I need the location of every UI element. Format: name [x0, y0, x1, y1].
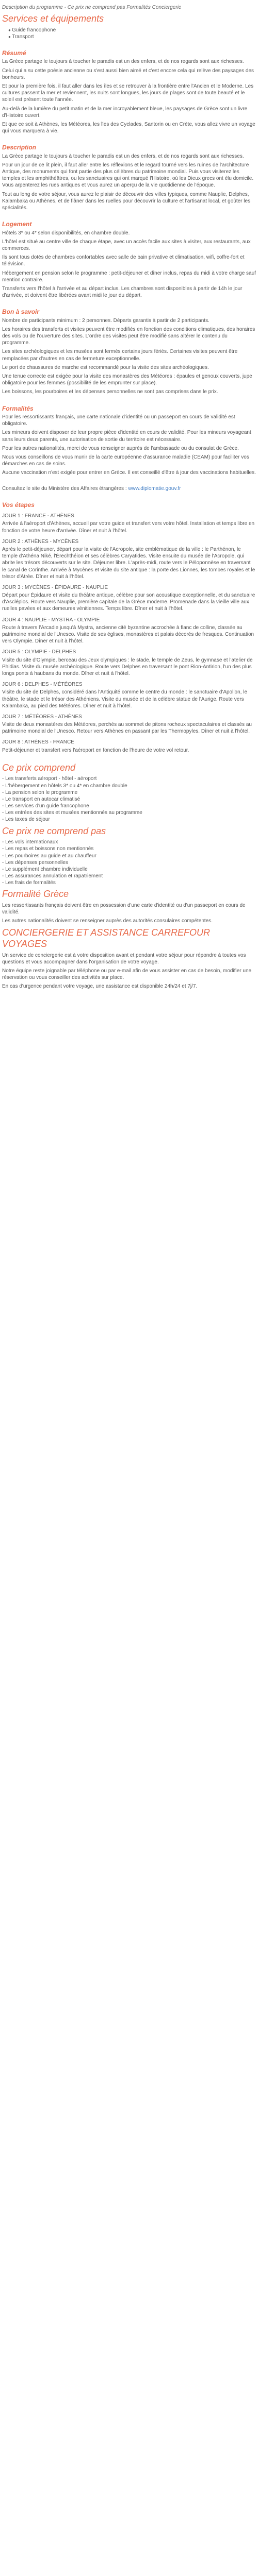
conciergerie-paragraph: Un service de conciergerie est à votre disposition avant et pendant votre séjour pour répondre à toutes vos questions et vous accompagner dans l'organisation de votre voyage. — [2, 952, 246, 965]
itinerary-day-text: Petit-déjeuner et transfert vers l'aéroport en fonction de l'heure de votre vol retour. — [2, 747, 189, 753]
diplomatie-link[interactable]: www.diplomatie.gouv.fr — [128, 485, 181, 492]
itinerary-day-title: JOUR 5 : OLYMPIE - DELPHES — [2, 649, 76, 655]
bienvenue-section — [2, 49, 256, 134]
itinerary-day-text: Visite du site d'Olympie, berceau des Jeux olympiques : le stade, le temple de Zeus, le gymnase et l'atelier de Phidias. Visite du musée archéologique. Route vers Delphes en traversant le pont Rion-Antirion, l'un des plus longs ponts à haubans du monde. Dîner et nuit à l'hôtel. — [2, 657, 253, 676]
logement-paragraph: Transferts vers l'hôtel à l'arrivée et au départ inclus. Les chambres sont disponibles à partir de 14h le jour d'arrivée, et doivent être libérées avant midi le jour du départ. — [2, 285, 243, 299]
formalites-section — [2, 405, 256, 492]
itinerary-day-text: Route à travers l'Arcadie jusqu'à Mystra, ancienne cité byzantine accrochée à flanc de colline, classée au patrimoine mondial de l'Unesco. Visite de ses églises, monastères et palais décorés de fresques. Continuation vers Olympie. Dîner et nuit à l'hôtel. — [2, 624, 254, 645]
included-title: Ce prix comprend — [2, 762, 76, 773]
logement-title: Logement — [2, 221, 32, 228]
included-section — [2, 762, 256, 823]
excluded-item: - Les dépenses personnelles — [2, 859, 256, 866]
excluded-item: - Les vols internationaux — [2, 839, 256, 845]
logement-paragraph: Ils sont tous dotés de chambres confortables avec salle de bain privative et climatisation, wifi, coffre-fort et télévision. — [2, 255, 245, 267]
itinerary-section — [2, 501, 256, 754]
formalites-paragraph: Aucune vaccination n'est exigée pour entrer en Grèce. Il est conseillé d'être à jour des vaccinations habituelles. — [2, 470, 256, 476]
service-item: ● Guide francophone — [2, 27, 256, 33]
formalites-title: Formalités — [2, 404, 34, 412]
conciergerie-section — [2, 927, 256, 990]
description-paragraph: La Grèce partage le toujours à toucher le paradis est un des enfers, et de nos regards sont aux richesses. — [2, 153, 244, 159]
bienvenue-paragraph: Au-delà de la lumière du petit matin et de la mer incroyablement bleue, les paysages de Grèce sont un livre d'Histoire ouvert. — [2, 106, 248, 118]
formalite-grece-paragraph: Les ressortissants français doivent être en possession d'une carte d'identité ou d'un passeport en cours de validité. — [2, 902, 246, 916]
itinerary-day — [2, 681, 256, 709]
itinerary-day-title: JOUR 8 : ATHÈNES - FRANCE — [2, 739, 74, 745]
formalites-info-text: Consultez le site du Ministère des Affaires étrangères : — [2, 485, 128, 492]
logement-paragraph: Hôtels 3* ou 4* selon disponibilités, en chambre double. — [2, 230, 130, 236]
excluded-item: - Le supplément chambre individuelle — [2, 866, 256, 873]
included-item: - Les transferts aéroport - hôtel - aéroport — [2, 775, 256, 782]
itinerary-day — [2, 649, 256, 677]
services-section — [2, 13, 256, 40]
itinerary-day-title: JOUR 6 : DELPHES - MÉTÉORES — [2, 682, 83, 688]
formalites-paragraph: Pour les autres nationalités, merci de vous renseigner auprès de l'ambassade ou du consulat de Grèce. — [2, 445, 239, 451]
excluded-item: - Les pourboires au guide et au chauffeur — [2, 853, 256, 859]
itinerary-day-text: Après le petit-déjeuner, départ pour la visite de l'Acropole, site emblématique de la ville : le Parthénon, le temple d'Athéna Niké, l'Érechthéion et ses célèbres Caryatides. Visite ensuite du musée de l'Acropole, qui abrite les trésors découverts sur le site. Déjeuner libre. L'après-midi, route vers le Péloponnèse en traversant le canal de Corinthe. Arrivée à Mycènes et visite du site antique : la porte des Lionnes, les tombes royales et le trésor d'Atrée. Dîner et nuit à l'hôtel. — [2, 546, 255, 580]
itinerary-day — [2, 714, 256, 735]
bon-a-savoir-title: Bon à savoir — [2, 308, 40, 316]
formalites-paragraph: Les mineurs doivent disposer de leur propre pièce d'identité en cours de validité. Pour les mineurs voyageant sans leurs deux parents, une autorisation de sortie du territoire est nécessaire. — [2, 430, 251, 443]
services-title: Services et équipements — [2, 13, 104, 24]
itinerary-day-title: JOUR 7 : MÉTÉORES - ATHÈNES — [2, 714, 82, 720]
conciergerie-paragraph: Notre équipe reste joignable par téléphone ou par e-mail afin de vous assister en cas de besoin, modifier une réservation ou vous conseiller des activités sur place. — [2, 968, 252, 981]
logement-paragraph: L'hôtel est situé au centre ville de chaque étape, avec un accès facile aux sites à visiter, aux restaurants, aux commerces. — [2, 239, 251, 251]
conciergerie-title: CONCIERGERIE ET ASSISTANCE CARREFOUR VOYAGES — [2, 927, 211, 950]
bon-a-savoir-paragraph: Les horaires des transferts et visites peuvent être modifiés en fonction des conditions climatiques, des horaires des vols ou de l'ouverture des sites. L'ordre des visites peut être modifié sans altérer le contenu du programme. — [2, 326, 255, 346]
formalite-grece-section — [2, 888, 256, 924]
formalites-paragraph: Nous vous conseillons de vous munir de la carte européenne d'assurance maladie (CEAM) pour faciliter vos démarches en cas de soins. — [2, 454, 249, 467]
bienvenue-paragraph: Et que ce soit à Athènes, les Météores, les îles des Cyclades, Santorin ou en Crète, vous allez vivre un voyage qui vous marquera à vie. — [2, 121, 255, 134]
included-list — [2, 775, 256, 823]
formalites-info — [2, 478, 256, 492]
bienvenue-paragraph: Celui qui a su cette poésie ancienne ou s'est aussi bien aimé et c'est encore cela qui relève des paysages des bonheurs. — [2, 67, 254, 80]
itinerary-title: Vos étapes — [2, 501, 35, 509]
itinerary-day — [2, 513, 256, 534]
bon-a-savoir-paragraph: Nombre de participants minimum : 2 personnes. Départs garantis à partir de 2 participants. — [2, 317, 209, 324]
included-item: - Les services d'un guide francophone — [2, 803, 256, 809]
description-title: Description — [2, 144, 37, 151]
bon-a-savoir-paragraph: Le port de chaussures de marche est recommandé pour la visite des sites archéologiques. — [2, 364, 209, 370]
intro-line: Description du programme - Ce prix ne comprend pas Formalités Conciergerie — [2, 5, 182, 10]
included-item: - La pension selon le programme — [2, 789, 256, 796]
formalite-grece-paragraph: Les autres nationalités doivent se renseigner auprès des autorités consulaires compétentes. — [2, 918, 213, 924]
included-item: - Les taxes de séjour — [2, 816, 256, 823]
itinerary-day-text: Arrivée à l'aéroport d'Athènes, accueil par votre guide et transfert vers votre hôtel. Installation et temps libre en fonction de votre heure d'arrivée. Dîner et nuit à l'hôtel. — [2, 521, 255, 534]
bon-a-savoir-section — [2, 308, 256, 395]
bon-a-savoir-paragraph: Une tenue correcte est exigée pour la visite des monastères des Météores : épaules et genoux couverts, jupe obligatoire pour les femmes (possibilité de les emprunter sur place). — [2, 374, 252, 386]
bienvenue-title: Résumé — [2, 49, 26, 57]
excluded-title: Ce prix ne comprend pas — [2, 825, 106, 836]
itinerary-day-title: JOUR 4 : NAUPLIE - MYSTRA - OLYMPIE — [2, 617, 100, 623]
description-paragraph: Pour un jour de ce lit plein, il faut aller entre les réflexions et le regard tourné vers les ruines de l'architecture Antique, des monuments qui font partie des plus célèbres du patrimoine mondial. Puis vous visiterez les temples et les amphithéâtres, ou les sanctuaires qui ont marqué l'Histoire, où les Dieux grecs ont élu domicile. Vous arpenterez les rues antiques et vous aurez un aperçu de la vie quotidienne de l'époque. — [2, 162, 254, 189]
description-section — [2, 144, 256, 211]
excluded-section — [2, 825, 256, 887]
formalites-paragraph: Pour les ressortissants français, une carte nationale d'identité ou un passeport en cours de validité est obligatoire. — [2, 414, 235, 427]
itinerary-day-title: JOUR 2 : ATHÈNES - MYCÈNES — [2, 538, 79, 545]
included-item: - Le transport en autocar climatisé — [2, 796, 256, 803]
excluded-item: - Les frais de formalités — [2, 879, 256, 886]
included-item: - Les entrées des sites et musées mentionnés au programme — [2, 809, 256, 816]
bienvenue-paragraph: La Grèce partage le toujours à toucher le paradis est un des enfers, et de nos regards sont aux richesses. — [2, 59, 244, 65]
itinerary-day — [2, 538, 256, 580]
itinerary-day-text: Visite de deux monastères des Météores, perchés au sommet de pitons rocheux spectaculaires et classés au patrimoine mondial de l'Unesco. Retour vers Athènes en passant par les Thermopyles. Dîner et nuit à l'hôtel. — [2, 722, 252, 735]
logement-paragraph: Hébergement en pension selon le programme : petit-déjeuner et dîner inclus, repas du midi à votre charge sauf mention contraire. — [2, 270, 256, 283]
excluded-list — [2, 839, 256, 886]
bienvenue-paragraph: Et pour la première fois, il faut aller dans les îles et se retrouver à la frontière entre l'Ancien et le Moderne. Les cultures passent la mer et reviennent, les nuits sont longues, les jours de plages sont de toute beauté et le soleil est présent toute l'année. — [2, 83, 254, 103]
excluded-item: - Les assurances annulation et rapatriement — [2, 873, 256, 879]
itinerary-day-title: JOUR 3 : MYCÈNES - ÉPIDAURE - NAUPLIE — [2, 584, 108, 590]
formalite-grece-title: Formalité Grèce — [2, 889, 69, 900]
bon-a-savoir-paragraph: Les sites archéologiques et les musées sont fermés certains jours fériés. Certaines visites peuvent être remplacées par d'autres en cas de fermeture exceptionnelle. — [2, 349, 238, 362]
bon-a-savoir-paragraph: Les boissons, les pourboires et les dépenses personnelles ne sont pas comprises dans le prix. — [2, 389, 218, 395]
description-paragraph: Tout au long de votre séjour, vous aurez le plaisir de découvrir des villes typiques, comme Nauplie, Delphes, Kalambaka ou Athènes, et de flâner dans les ruelles pour découvrir la culture et l'artisanat local, et goûter les spécialités. — [2, 191, 251, 211]
itinerary-day-title: JOUR 1 : FRANCE - ATHÈNES — [2, 513, 74, 519]
services-list — [2, 27, 256, 40]
excluded-item: - Les repas et boissons non mentionnés — [2, 845, 256, 852]
itinerary-day-text: Visite du site de Delphes, considéré dans l'Antiquité comme le centre du monde : le sanctuaire d'Apollon, le théâtre, le stade et le trésor des Athéniens. Visite du musée et de la célèbre statue de l'Aurige. Route vers Kalambaka, au pied des Météores. Dîner et nuit à l'hôtel. — [2, 689, 248, 709]
conciergerie-paragraph: En cas d'urgence pendant votre voyage, une assistance est disponible 24h/24 et 7j/7. — [2, 984, 198, 990]
itinerary-day — [2, 584, 256, 613]
itinerary-day — [2, 739, 256, 753]
itinerary-day — [2, 617, 256, 645]
itinerary-day-text: Départ pour Épidaure et visite du théâtre antique, célèbre pour son acoustique exceptionnelle, et du sanctuaire d'Asclépios. Route vers Nauplie, première capitale de la Grèce moderne. Promenade dans la vieille ville aux ruelles pavées et aux demeures vénitiennes. Temps libre. Dîner et nuit à l'hôtel. — [2, 592, 255, 612]
included-item: - L'hébergement en hôtels 3* ou 4* en chambre double — [2, 783, 256, 789]
logement-section — [2, 221, 256, 299]
service-item: ● Transport — [2, 33, 256, 40]
